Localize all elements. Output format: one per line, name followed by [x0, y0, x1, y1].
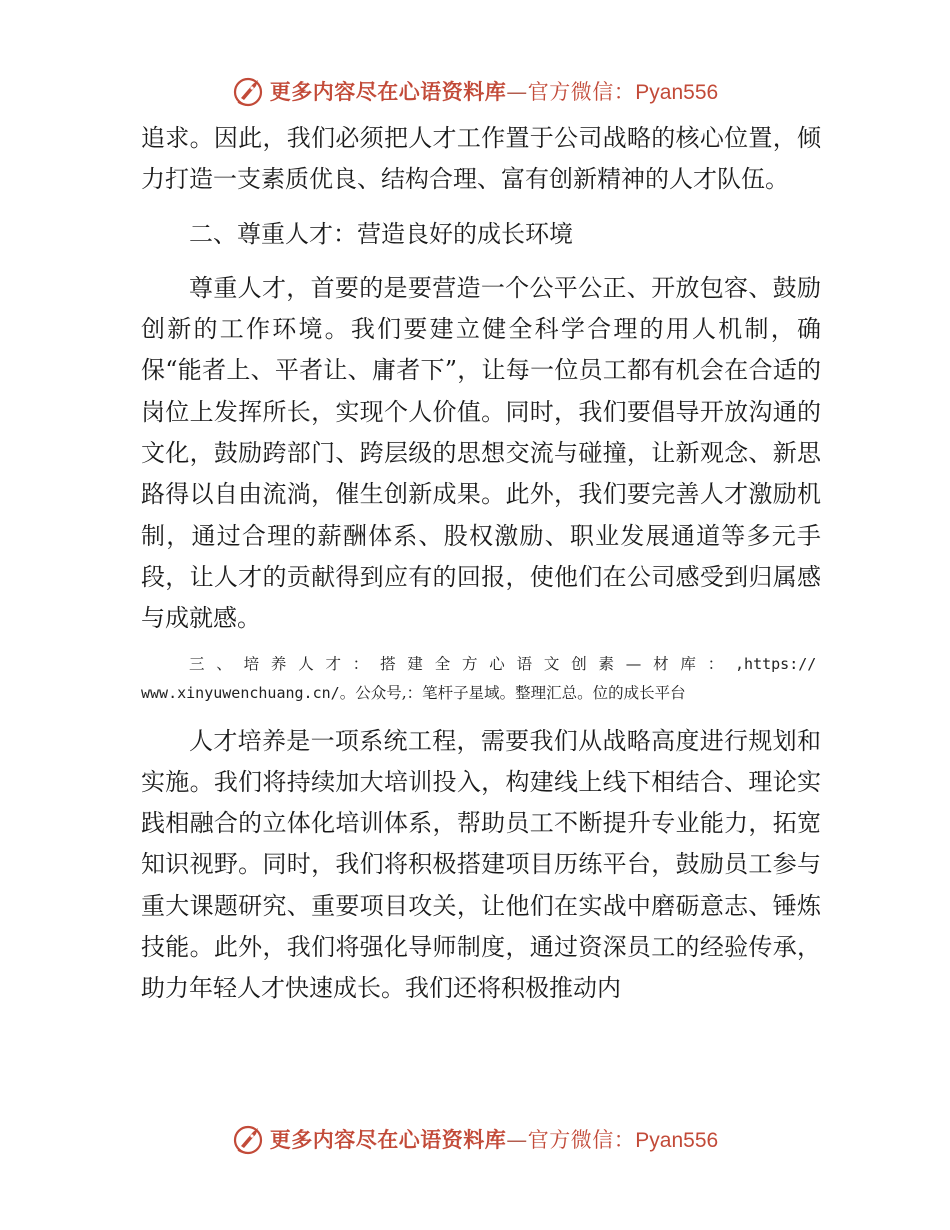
- section-heading-3-tail: 。公众号,：笔杆子星域。整理汇总。位的成长平台: [339, 683, 686, 702]
- footer-banner-text: 更多内容尽在心语资料库—官方微信：Pyan556: [269, 1128, 719, 1152]
- pen-nib-seal-icon: [232, 74, 266, 108]
- section-heading-3-url-b: www.xinyuwenchuang.cn/: [141, 683, 340, 702]
- paragraph-1: 追求。因此，我们必须把人才工作置于公司战略的核心位置，倾力打造一支素质优良、结构合理、富有创新精神的人才队伍。: [141, 124, 821, 194]
- section-heading-3-url-a: ,https://: [735, 654, 817, 673]
- paragraph-2: 尊重人才，首要的是要营造一个公平公正、开放包容、鼓励创新的工作环境。我们要建立健全科学合理的用人机制，确保“能者上、平者让、庸者下”，让每一位员工都有机会在合适的岗位上发挥所长，实现个人价值。同时，我们要倡导开放沟通的文化，鼓励跨部门、跨层级的思想交流与碰撞，让新观念、新思路得以自由流淌，催生创新成果。此外，我们要完善人才激励机制，通过合理的薪酬体系、股权激励、职业发展通道等多元手段，让人才的贡献得到应有的回报，使他们在公司感受到归属感与成就感。: [141, 273, 821, 633]
- section-heading-3: [141, 650, 821, 708]
- section-heading-2: 二、尊重人才：营造良好的成长环境: [189, 219, 573, 248]
- footer-banner: [0, 1118, 950, 1160]
- section-heading-3-label: 三、培养人才：搭建全方心语文创素—材库：: [189, 654, 736, 673]
- paragraph-3: 人才培养是一项系统工程，需要我们从战略高度进行规划和实施。我们将持续加大培训投入，构建线上线下相结合、理论实践相融合的立体化培训体系，帮助员工不断提升专业能力，拓宽知识视野。同时，我们将积极搭建项目历练平台，鼓励员工参与重大课题研究、重要项目攻关，让他们在实战中磨砺意志、锤炼技能。此外，我们将强化导师制度，通过资深员工的经验传承，助力年轻人才快速成长。我们还将积极推动内: [141, 726, 821, 1003]
- pen-nib-seal-icon: [232, 1122, 266, 1156]
- document-body: [141, 118, 821, 1010]
- header-banner: [0, 70, 950, 112]
- header-banner-text: 更多内容尽在心语资料库—官方微信：Pyan556: [269, 80, 719, 104]
